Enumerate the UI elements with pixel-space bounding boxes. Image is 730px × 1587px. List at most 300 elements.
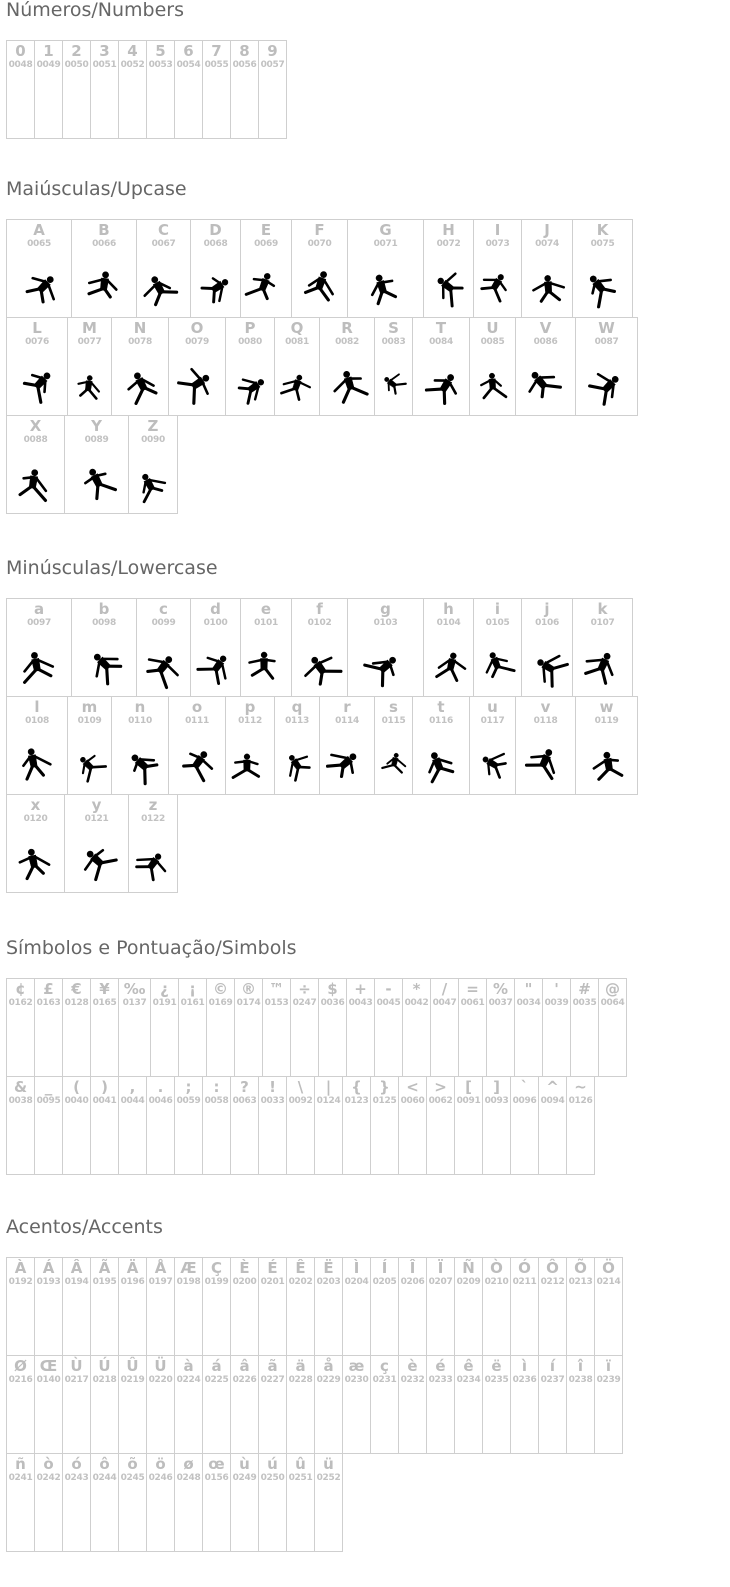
glyph-cell [111, 696, 169, 795]
character-code: 0053 [148, 60, 173, 70]
character-code: 0119 [594, 716, 619, 726]
dancer-silhouette-icon [470, 360, 515, 412]
character-code: 0195 [92, 1277, 117, 1287]
glyph-cell [262, 978, 291, 1077]
character-label: g [380, 600, 391, 618]
glyph-cell [430, 978, 459, 1077]
character-code: 0058 [204, 1096, 229, 1106]
character-code: 0214 [596, 1277, 621, 1287]
character-code: 0252 [316, 1473, 341, 1483]
character-label: & [13, 1078, 28, 1096]
glyph-cell [318, 978, 347, 1077]
character-label: } [379, 1078, 390, 1096]
character-code: 0218 [92, 1375, 117, 1385]
glyph-cell [398, 1355, 427, 1454]
character-code: 0236 [512, 1375, 537, 1385]
character-code: 0088 [23, 435, 48, 445]
character-code: 0052 [120, 60, 145, 70]
character-label: W [598, 319, 615, 337]
character-label: f [316, 600, 323, 618]
character-code: 0040 [64, 1096, 89, 1106]
character-code: 0200 [232, 1277, 257, 1287]
character-code: 0192 [8, 1277, 33, 1287]
dancer-silhouette-icon [576, 360, 637, 412]
character-code: 0232 [400, 1375, 425, 1385]
glyph-cell [230, 1257, 259, 1356]
character-label: [ [465, 1078, 472, 1096]
glyph-row [6, 1453, 622, 1551]
glyph-cell [575, 317, 638, 416]
character-label: Æ [180, 1259, 197, 1277]
character-code: 0063 [232, 1096, 257, 1106]
character-label: ï [605, 1357, 612, 1375]
character-code: 0244 [92, 1473, 117, 1483]
glyph-cell [90, 1076, 119, 1175]
character-label: ä [295, 1357, 306, 1375]
character-label: O [190, 319, 204, 337]
character-label: ^ [546, 1078, 559, 1096]
character-label: ? [240, 1078, 249, 1096]
glyph-row [6, 415, 637, 513]
character-label: ÷ [298, 980, 311, 998]
character-label: õ [127, 1455, 138, 1473]
character-code: 0153 [264, 998, 289, 1008]
glyph-row [6, 1076, 626, 1174]
character-code: 0071 [373, 239, 398, 249]
character-label: À [14, 1259, 27, 1277]
glyph-cell [402, 978, 431, 1077]
glyph-cell [111, 317, 169, 416]
character-code: 0091 [456, 1096, 481, 1106]
character-label: y [91, 796, 102, 814]
glyph-cell [566, 1257, 595, 1356]
character-code: 0203 [316, 1277, 341, 1287]
dancer-silhouette-icon [474, 641, 521, 693]
glyph-cell [566, 1076, 595, 1175]
glyph-cell [538, 1076, 567, 1175]
glyph-cell [118, 40, 147, 139]
section-1 [6, 179, 637, 513]
glyph-cell [174, 1076, 203, 1175]
glyph-cell [594, 1257, 623, 1356]
character-code: 0086 [533, 337, 558, 347]
glyph-cell [515, 317, 576, 416]
character-label: Ì [353, 1259, 360, 1277]
glyph-cell [6, 1453, 35, 1552]
character-label: " [524, 980, 533, 998]
glyph-cell [374, 696, 413, 795]
character-label: ç [380, 1357, 389, 1375]
glyph-cell [258, 1355, 287, 1454]
character-code: 0076 [25, 337, 49, 347]
character-label: 7 [211, 42, 222, 60]
character-label: Á [42, 1259, 55, 1277]
glyph-cell [202, 1355, 231, 1454]
glyph-cell [174, 1355, 203, 1454]
glyph-cell [118, 1076, 147, 1175]
character-code: 0212 [540, 1277, 565, 1287]
character-code: 0115 [381, 716, 406, 726]
character-code: 0251 [288, 1473, 313, 1483]
glyph-cell [62, 1453, 91, 1552]
glyph-cell [538, 1355, 567, 1454]
character-code: 0246 [148, 1473, 173, 1483]
character-code: 0126 [568, 1096, 593, 1106]
character-label: c [159, 600, 168, 618]
character-label: % [492, 980, 509, 998]
character-label: Õ [574, 1259, 587, 1277]
character-label: u [487, 698, 498, 716]
glyph-cell [6, 794, 65, 893]
character-label: Y [91, 417, 102, 435]
dancer-silhouette-icon [241, 262, 291, 314]
character-label: ì [521, 1357, 528, 1375]
dancer-silhouette-icon [413, 739, 469, 791]
character-code: 0079 [185, 337, 209, 347]
dancer-silhouette-icon [292, 641, 347, 693]
character-label: Ù [70, 1357, 83, 1375]
glyph-cell [67, 696, 112, 795]
character-label: s [389, 698, 398, 716]
glyph-cell [319, 317, 375, 416]
character-code: 0123 [344, 1096, 369, 1106]
glyph-cell [510, 1257, 539, 1356]
character-label: i [494, 600, 501, 618]
character-code: 0238 [568, 1375, 593, 1385]
dancer-silhouette-icon [516, 360, 575, 412]
character-code: 0227 [260, 1375, 285, 1385]
character-label: o [191, 698, 203, 716]
character-label: Ö [602, 1259, 615, 1277]
character-label: Ô [546, 1259, 559, 1277]
character-code: 0095 [36, 1096, 61, 1106]
character-label: 1 [43, 42, 54, 60]
character-label: Ø [14, 1357, 27, 1375]
character-code: 0061 [460, 998, 485, 1008]
glyph-cell [258, 1257, 287, 1356]
glyph-cell [572, 598, 633, 697]
character-code: 0209 [456, 1277, 481, 1287]
character-label: A [33, 221, 45, 239]
character-label: ; [185, 1078, 192, 1096]
character-label: r [343, 698, 351, 716]
dancer-silhouette-icon [129, 837, 177, 889]
character-label: : [213, 1078, 220, 1096]
character-code: 0106 [535, 618, 559, 628]
character-label: ñ [15, 1455, 26, 1473]
glyph-cell [521, 598, 573, 697]
character-code: 0193 [36, 1277, 61, 1287]
glyph-row [6, 1257, 622, 1355]
dancer-silhouette-icon [191, 641, 240, 693]
glyph-cell [6, 317, 68, 416]
character-code: 0113 [285, 716, 309, 726]
character-label: a [33, 600, 45, 618]
character-label: \ [297, 1078, 304, 1096]
section-title: Acentos/Accents [6, 1216, 163, 1238]
glyph-cell [67, 317, 112, 416]
glyph-cell [71, 598, 137, 697]
character-code: 0054 [176, 60, 201, 70]
character-code: 0044 [120, 1096, 145, 1106]
section-title: Símbolos e Pontuação/Simbols [6, 937, 297, 959]
glyph-cell [469, 696, 516, 795]
character-code: 0081 [285, 337, 309, 347]
glyph-cell [423, 219, 474, 318]
character-label: ô [99, 1455, 110, 1473]
character-code: 0049 [36, 60, 61, 70]
character-code: 0199 [204, 1277, 229, 1287]
character-code: 0196 [120, 1277, 145, 1287]
character-code: 0039 [544, 998, 569, 1008]
glyph-cell [314, 1355, 343, 1454]
glyph-cell [230, 1453, 259, 1552]
character-code: 0224 [176, 1375, 201, 1385]
dancer-silhouette-icon [292, 262, 347, 314]
character-code: 0105 [485, 618, 510, 628]
glyph-cell [514, 978, 543, 1077]
character-label: è [407, 1357, 418, 1375]
dancer-silhouette-icon [522, 641, 572, 693]
glyph-cell [118, 1257, 147, 1356]
dancer-silhouette-icon [573, 262, 632, 314]
glyph-cell [542, 978, 571, 1077]
character-label: X [29, 417, 42, 435]
glyph-cell [240, 598, 292, 697]
character-code: 0220 [148, 1375, 173, 1385]
character-code: 0112 [238, 716, 262, 726]
character-label: K [596, 221, 609, 239]
character-code: 0096 [512, 1096, 537, 1106]
glyph-cell [291, 219, 348, 318]
character-label: ø [183, 1455, 194, 1473]
glyph-cell [146, 1257, 175, 1356]
character-code: 0231 [372, 1375, 397, 1385]
character-label: 6 [183, 42, 194, 60]
character-label: + [354, 980, 367, 998]
character-label: k [597, 600, 608, 618]
glyph-cell [423, 598, 474, 697]
character-label: Å [154, 1259, 167, 1277]
glyph-cell [486, 978, 515, 1077]
character-code: 0100 [203, 618, 228, 628]
character-code: 0137 [122, 998, 147, 1008]
glyph-cell [482, 1076, 511, 1175]
character-code: 0098 [92, 618, 116, 628]
character-label: Z [147, 417, 159, 435]
glyph-cell [374, 978, 403, 1077]
glyph-cell [314, 1453, 343, 1552]
character-code: 0163 [36, 998, 61, 1008]
glyph-cell [128, 415, 178, 514]
character-label: < [406, 1078, 419, 1096]
character-code: 0202 [288, 1277, 313, 1287]
character-label: $ [327, 980, 338, 998]
character-code: 0092 [288, 1096, 313, 1106]
character-label: ¡ [189, 980, 196, 998]
character-code: 0084 [429, 337, 453, 347]
glyph-cell [398, 1257, 427, 1356]
glyph-cell [6, 696, 68, 795]
character-label: H [442, 221, 455, 239]
glyph-cell [146, 1355, 175, 1454]
character-code: 0094 [540, 1096, 565, 1106]
character-code: 0068 [203, 239, 228, 249]
character-label: # [578, 980, 591, 998]
character-label: , [129, 1078, 136, 1096]
glyph-cell [90, 1257, 119, 1356]
glyph-cell [230, 1076, 259, 1175]
character-label: å [323, 1357, 334, 1375]
glyph-cell [454, 1257, 483, 1356]
character-code: 0089 [84, 435, 109, 445]
dancer-silhouette-icon [7, 739, 67, 791]
character-label: í [549, 1357, 556, 1375]
dancer-silhouette-icon [470, 739, 515, 791]
glyph-cell [314, 1257, 343, 1356]
glyph-row [6, 794, 637, 892]
glyph-cell [412, 696, 470, 795]
glyph-cell [374, 317, 413, 416]
character-code: 0248 [176, 1473, 201, 1483]
character-code: 0041 [92, 1096, 117, 1106]
character-code: 0082 [335, 337, 359, 347]
glyph-cell [202, 1453, 231, 1552]
character-label: R [341, 319, 353, 337]
character-code: 0111 [185, 716, 209, 726]
glyph-cell [168, 317, 226, 416]
character-code: 0093 [484, 1096, 509, 1106]
character-label: Ü [154, 1357, 167, 1375]
character-label: ~ [574, 1078, 587, 1096]
glyph-cell [258, 40, 287, 139]
character-label: _ [44, 1078, 53, 1096]
character-code: 0191 [152, 998, 177, 1008]
character-label: Ä [126, 1259, 139, 1277]
glyph-cell [90, 40, 119, 139]
character-label: Q [290, 319, 304, 337]
dancer-silhouette-icon [191, 262, 240, 314]
glyph-cell [34, 1453, 63, 1552]
dancer-silhouette-icon [375, 360, 412, 412]
glyph-cell [34, 1257, 63, 1356]
character-code: 0165 [92, 998, 117, 1008]
character-code: 0198 [176, 1277, 201, 1287]
glyph-cell [190, 598, 241, 697]
glyph-cell [6, 219, 72, 318]
character-code: 0047 [432, 998, 457, 1008]
character-code: 0107 [590, 618, 615, 628]
character-label: ¿ [160, 980, 169, 998]
glyph-cell [426, 1355, 455, 1454]
character-label: Í [381, 1259, 388, 1277]
character-label: l [34, 698, 40, 716]
character-label: V [539, 319, 552, 337]
dancer-silhouette-icon [275, 360, 319, 412]
character-label: Ñ [462, 1259, 475, 1277]
character-code: 0125 [372, 1096, 397, 1106]
section-title: Maiúsculas/Upcase [6, 178, 187, 200]
glyph-cell [342, 1257, 371, 1356]
character-code: 0033 [260, 1096, 285, 1106]
character-code: 0042 [404, 998, 429, 1008]
character-code: 0108 [25, 716, 49, 726]
glyph-cell [90, 978, 119, 1077]
glyph-cell [150, 978, 179, 1077]
character-label: x [30, 796, 41, 814]
character-code: 0250 [260, 1473, 285, 1483]
character-label: J [544, 221, 550, 239]
character-code: 0102 [307, 618, 332, 628]
dancer-silhouette-icon [7, 837, 64, 889]
character-label: C [157, 221, 169, 239]
glyph-cell [319, 696, 375, 795]
dancer-silhouette-icon [413, 360, 469, 412]
glyph-cell [286, 1076, 315, 1175]
character-label: Ë [323, 1259, 334, 1277]
glyph-cell [118, 1355, 147, 1454]
glyph-cell [347, 598, 424, 697]
glyph-cell [128, 794, 178, 893]
character-label: œ [208, 1455, 225, 1473]
character-code: 0090 [141, 435, 165, 445]
glyph-cell [202, 40, 231, 139]
character-code: 0050 [64, 60, 89, 70]
character-code: 0067 [151, 239, 176, 249]
glyph-cell [521, 219, 573, 318]
character-label: ¢ [15, 980, 26, 998]
character-code: 0074 [535, 239, 559, 249]
glyph-row [6, 1355, 622, 1453]
character-label: û [295, 1455, 306, 1473]
character-code: 0064 [600, 998, 625, 1008]
glyph-cell [370, 1355, 399, 1454]
glyph-cell [62, 1355, 91, 1454]
dancer-silhouette-icon [72, 262, 136, 314]
glyph-cell [240, 219, 292, 318]
dancer-silhouette-icon [516, 739, 575, 791]
character-code: 0161 [180, 998, 205, 1008]
section-4 [6, 1217, 622, 1551]
character-code: 0201 [260, 1277, 285, 1287]
glyph-row [6, 696, 637, 794]
character-label: æ [348, 1357, 365, 1375]
character-code: 0073 [485, 239, 510, 249]
character-code: 0051 [92, 60, 117, 70]
character-label: > [434, 1078, 447, 1096]
glyph-cell [566, 1355, 595, 1454]
character-label: ë [491, 1357, 502, 1375]
glyph-cell [64, 794, 129, 893]
character-label: p [244, 698, 256, 716]
character-code: 0072 [436, 239, 461, 249]
glyph-cell [62, 1257, 91, 1356]
character-label: ' [554, 980, 559, 998]
character-code: 0065 [27, 239, 51, 249]
glyph-cell [230, 40, 259, 139]
glyph-cell [473, 219, 522, 318]
glyph-cell [6, 1076, 35, 1175]
character-code: 0211 [512, 1277, 537, 1287]
character-code: 0085 [480, 337, 505, 347]
glyph-cell [274, 696, 320, 795]
glyph-cell [6, 40, 35, 139]
character-label: v [540, 698, 551, 716]
character-code: 0230 [344, 1375, 369, 1385]
character-code: 0114 [335, 716, 359, 726]
character-label: S [388, 319, 399, 337]
glyph-cell [146, 1453, 175, 1552]
